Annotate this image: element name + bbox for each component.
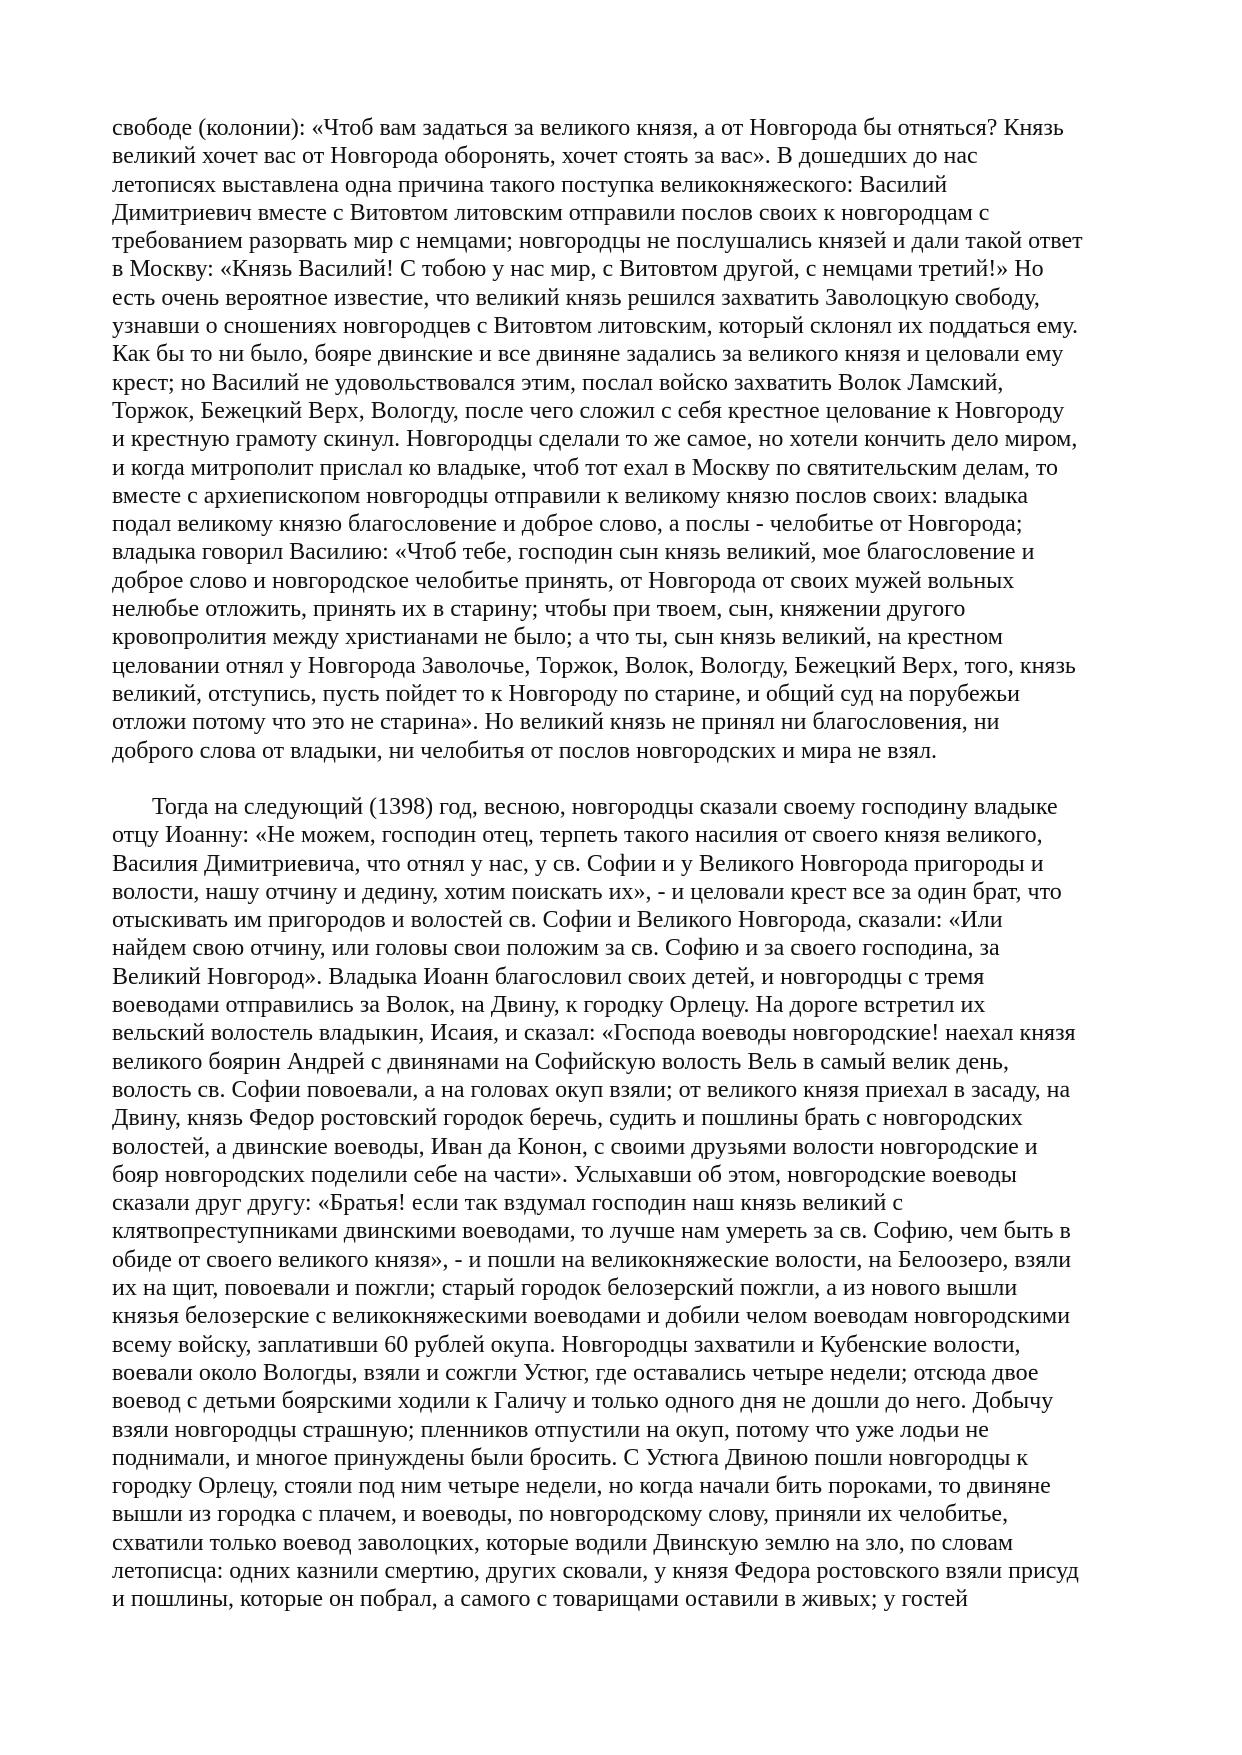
text-line: доброго слова от владыки, ни челобитья от послов новгородских и мира не взял. (112, 737, 938, 764)
text-line: воевод с детьми боярскими ходили к Галичу и только одного дня не дошли до него. Добычу (112, 1388, 1054, 1415)
paragraph-1 (112, 114, 1138, 765)
text-line: волость св. Софии повоевали, а на головах окуп взяли; от великого князя приехал в засаду, на (112, 1076, 1071, 1103)
text-line: великого боярин Андрей с двинянами на Софийскую волость Вель в самый велик день, (112, 1048, 1009, 1075)
text-line: Димитриевич вместе с Витовтом литовским отправили послов своих к новгородцам с (112, 199, 990, 226)
text-line: всему войску, заплативши 60 рублей окупа. Новгородцы захватили и Кубенские волости, (112, 1331, 1021, 1358)
paragraph-2 (112, 793, 1138, 1614)
text-line: и когда митрополит прислал ко владыке, чтоб тот ехал в Москву по святительским делам, то (112, 454, 1059, 481)
text-line: их на щит, повоевали и пожгли; старый городок белозерский пожгли, а из нового вышли (112, 1275, 1018, 1302)
text-line: есть очень вероятное известие, что великий князь решился захватить Заволоцкую свободу, (112, 284, 1040, 311)
text-line: узнавши о сношениях новгородцев с Витовтом литовским, который склонял их поддаться ему. (112, 313, 1079, 340)
text-line: князья белозерские с великокняжескими воеводами и добили челом воеводам новгородскими (112, 1303, 1071, 1330)
text-line: вместе с архиепископом новгородцы отправили к великому князю послов своих: владыка (112, 482, 1028, 509)
text-line: великий хочет вас от Новгорода оборонять, хочет стоять за вас». В дошедших до нас (112, 143, 978, 170)
text-line: Василия Димитриевича, что отнял у нас, у св. Софии и у Великого Новгорода пригороды и (112, 850, 1044, 877)
text-line: поднимали, и многое принуждены были бросить. С Устюга Двиною пошли новгородцы к (112, 1444, 1029, 1471)
text-line: летописях выставлена одна причина такого поступка великокняжеского: Василий (112, 171, 948, 198)
text-line: вышли из городка с плачем, и воеводы, по новгородскому слову, приняли их челобитье, (112, 1501, 1009, 1528)
text-line: целовании отнял у Новгорода Заволочье, Торжок, Волок, Вологду, Бежецкий Верх, того, князь (112, 652, 1076, 679)
text-line: Великий Новгород». Владыка Иоанн благословил своих детей, и новгородцы с тремя (112, 963, 985, 990)
text-line: волостей, а двинские воеводы, Иван да Конон, с своими друзьями волости новгородские и (112, 1133, 1038, 1160)
text-line: обиде от своего великого князя», - и пошли на великокняжеские волости, на Белоозеро, взяли (112, 1246, 1072, 1273)
text-line: доброе слово и новгородское челобитье принять, от Новгорода от своих мужей вольных (112, 567, 1015, 594)
text-line: и пошлины, которые он побрал, а самого с товарищами оставили в живых; у гостей (112, 1586, 968, 1613)
text-line: свободе (колонии): «Чтоб вам задаться за великого князя, а от Новгорода бы отняться? Князь (112, 115, 1064, 141)
text-line: владыка говорил Василию: «Чтоб тебе, господин сын князь великий, мое благословение и (112, 539, 1035, 566)
text-line: сказали друг другу: «Братья! если так вздумал господин наш князь великий с (112, 1190, 903, 1217)
text-line: вельский волостель владыкин, Исаия, и сказал: «Господа воеводы новгородские! наехал князя (112, 1020, 1076, 1047)
text-line: городку Орлецу, стояли под ним четыре недели, но когда начали бить пороками, то двиняне (112, 1473, 1051, 1500)
text-line: Как бы то ни было, бояре двинские и все двиняне задались за великого князя и целовали ему (112, 341, 1064, 368)
text-line: воеводами отправились за Волок, на Двину, к городку Орлецу. На дороге встретил их (112, 992, 986, 1019)
text-line: Торжок, Бежецкий Верх, Вологду, после чего сложил с себя крестное целование к Новгороду (112, 397, 1065, 424)
text-line: воевали около Вологды, взяли и сожгли Устюг, где оставались четыре недели; отсюда двое (112, 1359, 1039, 1386)
text-line: летописца: одних казнили смертию, других сковали, у князя Федора ростовского взяли присуд (112, 1558, 1079, 1585)
text-line: отыскивать им пригородов и волостей св. Софии и Великого Новгорода, сказали: «Или (112, 907, 1003, 934)
text-line: Двину, князь Федор ростовский городок беречь, судить и пошлины брать с новгородских (112, 1105, 1023, 1132)
text-line: бояр новгородских поделили себе на части». Услыхавши об этом, новгородские воеводы (112, 1161, 1017, 1188)
text-line: великий, отступись, пусть пойдет то к Новгороду по старине, и общий суд на порубежьи (112, 680, 1020, 707)
text-line: клятвопреступниками двинскими воеводами, то лучше нам умереть за св. Софию, чем быть в (112, 1218, 1071, 1245)
text-line: в Москву: «Князь Василий! С тобою у нас мир, с Витовтом другой, с немцами третий!» Но (112, 256, 1044, 283)
text-line: требованием разорвать мир с немцами; новгородцы не послушались князей и дали такой ответ (112, 228, 1083, 255)
text-line: нелюбье отложить, принять их в старину; чтобы при твоем, сын, княжении другого (112, 596, 966, 623)
text-line: найдем свою отчину, или головы свои положим за св. Софию и за своего господина, за (112, 935, 1000, 962)
text-line: отцу Иоанну: «Не можем, господин отец, терпеть такого насилия от своего князя великого, (112, 822, 1043, 849)
text-line: крест; но Василий не удовольствовался этим, послал войско захватить Волок Ламский, (112, 369, 1004, 396)
text-line: Тогда на следующий (1398) год, весною, новгородцы сказали своему господину владыке (152, 794, 1058, 820)
text-line: волости, нашу отчину и дедину, хотим поискать их», - и целовали крест все за один брат, что (112, 878, 1062, 905)
text-line: кровопролития между христианами не было; а что ты, сын князь великий, на крестном (112, 624, 1003, 651)
text-line: подал великому князю благословение и доброе слово, а послы - челобитье от Новгорода; (112, 511, 1023, 538)
text-line: и крестную грамоту скинул. Новгородцы сделали то же самое, но хотели кончить дело миром, (112, 426, 1078, 453)
text-line: взяли новгородцы страшную; пленников отпустили на окуп, потому что уже лодьи не (112, 1416, 989, 1443)
text-line: отложи потому что это не старина». Но великий князь не принял ни благословения, ни (112, 709, 1000, 736)
text-line: схватили только воевод заволоцких, которые водили Двинскую землю на зло, по словам (112, 1529, 1014, 1556)
